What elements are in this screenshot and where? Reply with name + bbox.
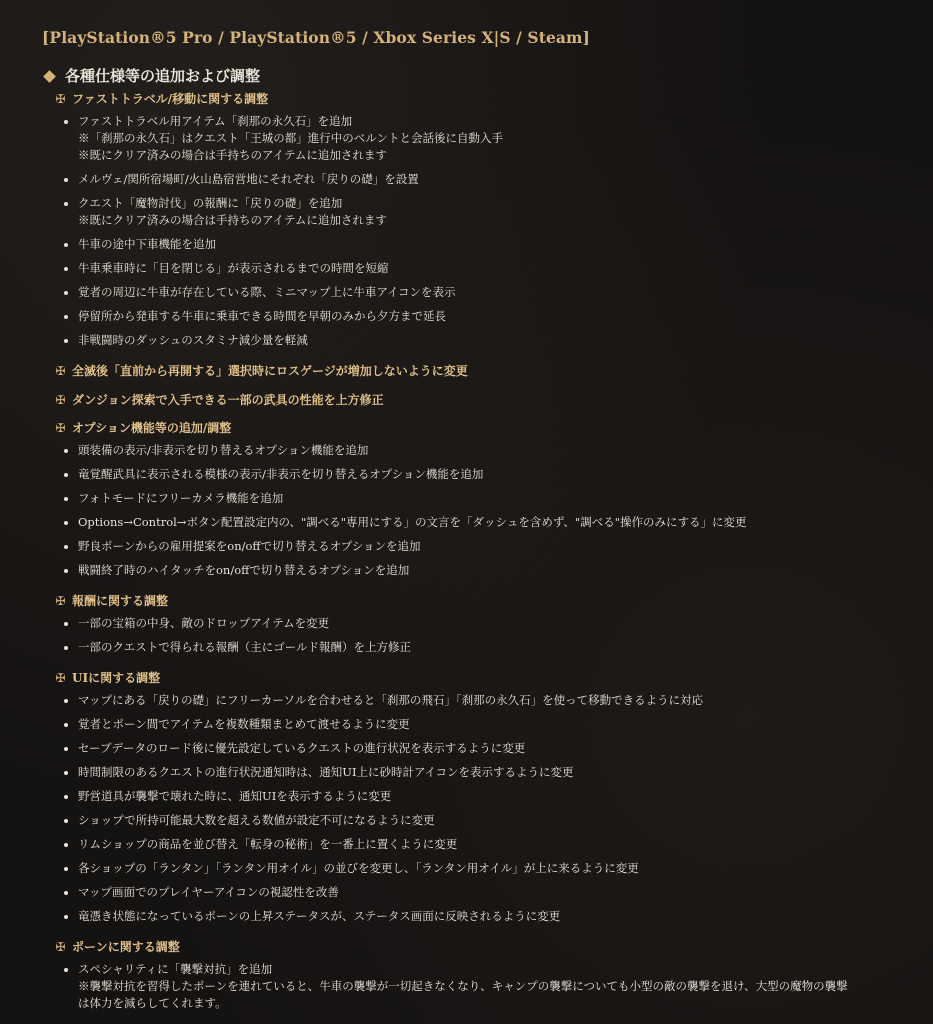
section-title: ファストトラベル/移動に関する調整	[72, 92, 269, 106]
bullet-icon	[64, 339, 68, 343]
bullet-icon	[64, 291, 68, 295]
item-text: 覚者とポーン間でアイテムを複数種類まとめて渡せるように変更	[78, 717, 410, 731]
item-text: スペシャリティに「襲撃対抗」を追加	[78, 962, 273, 976]
main-heading-text: 各種仕様等の追加および調整	[65, 67, 261, 85]
item-text: 戦闘終了時のハイタッチをon/offで切り替えるオプションを追加	[78, 563, 410, 577]
bullet-icon	[64, 497, 68, 501]
item-text: マップ画面でのプレイヤーアイコンの視認性を改善	[78, 885, 339, 899]
list-item	[42, 236, 912, 253]
section-title: 報酬に関する調整	[72, 594, 169, 608]
list-item	[42, 908, 912, 925]
item-text: Options→Control→ボタン配置設定内の、"調べる"専用にする」の文言を「ダッシュを含めず、"調べる"操作のみにする」に変更	[78, 515, 747, 529]
item-text: ショップで所持可能最大数を超える数値が設定不可になるように変更	[78, 813, 435, 827]
cross-icon: ✠	[55, 92, 66, 106]
item-note: ※「刹那の永久石」はクエスト「王城の都」進行中のベルントと会話後に自動入手	[78, 131, 503, 145]
bullet-icon	[64, 449, 68, 453]
platform-header: [PlayStation®5 Pro / PlayStation®5 / Xbox Series X|S / Steam]	[42, 28, 590, 47]
list-item	[42, 692, 912, 709]
cross-icon: ✠	[55, 940, 66, 954]
item-text: 竜憑き状態になっているポーンの上昇ステータスが、ステータス画面に反映されるように変更	[78, 909, 561, 923]
item-text: 停留所から発車する牛車に乗車できる時間を早朝のみから夕方まで延長	[78, 309, 446, 323]
item-note: ※既にクリア済みの場合は手持ちのアイテムに追加されます	[78, 148, 387, 162]
list-item	[42, 171, 912, 188]
section-heading	[54, 391, 912, 409]
item-list	[42, 692, 912, 925]
section-heading	[54, 362, 912, 380]
item-list	[42, 442, 912, 579]
cross-icon: ✠	[55, 364, 66, 378]
item-text: 牛車乗車時に「目を閉じる」が表示されるまでの時間を短縮	[78, 261, 389, 275]
bullet-icon	[64, 120, 68, 124]
section-heading	[54, 90, 912, 108]
list-item	[42, 466, 912, 483]
bullet-icon	[64, 699, 68, 703]
section-title: オプション機能等の追加/調整	[72, 421, 232, 435]
list-item	[42, 284, 912, 301]
item-text: 竜覚醒武具に表示される模様の表示/非表示を切り替えるオプション機能を追加	[78, 467, 484, 481]
list-item	[42, 538, 912, 555]
section	[42, 362, 912, 380]
bullet-icon	[64, 891, 68, 895]
list-item	[42, 490, 912, 507]
bullet-icon	[64, 771, 68, 775]
list-item	[42, 788, 912, 805]
section-heading	[54, 669, 912, 687]
item-text: 一部のクエストで得られる報酬（主にゴールド報酬）を上方修正	[78, 640, 412, 654]
section-title: UIに関する調整	[72, 671, 161, 685]
diamond-icon	[43, 70, 56, 83]
list-item	[42, 615, 912, 632]
item-list	[42, 961, 912, 1012]
item-text: 野営道具が襲撃で壊れた時に、通知UIを表示するように変更	[78, 789, 392, 803]
bullet-icon	[64, 622, 68, 626]
main-heading	[42, 66, 912, 86]
section	[42, 592, 912, 656]
bullet-icon	[64, 646, 68, 650]
section-heading	[54, 592, 912, 610]
section	[42, 391, 912, 409]
item-text: 各ショップの「ランタン」「ランタン用オイル」の並びを変更し、「ランタン用オイル」が上に来るように変更	[78, 861, 639, 875]
item-note: ※襲撃対抗を習得したポーンを連れていると、牛車の襲撃が一切起きなくなり、キャンプの襲撃についても小型の敵の襲撃を退け、大型の魔物の襲撃	[78, 979, 848, 993]
item-list	[42, 113, 912, 349]
bullet-icon	[64, 267, 68, 271]
section-heading	[54, 938, 912, 956]
list-item	[42, 113, 912, 164]
item-text: マップにある「戻りの礎」にフリーカーソルを合わせると「刹那の飛石」「刹那の永久石」を使って移動できるように対応	[78, 693, 704, 707]
list-item	[42, 884, 912, 901]
list-item	[42, 332, 912, 349]
item-text: ファストトラベル用アイテム「刹那の永久石」を追加	[78, 114, 353, 128]
bullet-icon	[64, 243, 68, 247]
bullet-icon	[64, 569, 68, 573]
item-note: は体力を減らしてくれます。	[78, 996, 227, 1010]
section	[42, 419, 912, 579]
list-item	[42, 812, 912, 829]
item-text: 頭装備の表示/非表示を切り替えるオプション機能を追加	[78, 443, 369, 457]
item-text: 野良ポーンからの雇用提案をon/offで切り替えるオプションを追加	[78, 539, 421, 553]
section-title: 全滅後「直前から再開する」選択時にロスゲージが増加しないように変更	[72, 364, 468, 378]
list-item	[42, 260, 912, 277]
section	[42, 90, 912, 349]
list-item	[42, 639, 912, 656]
section-heading	[54, 419, 912, 437]
bullet-icon	[64, 915, 68, 919]
bullet-icon	[64, 521, 68, 525]
section	[42, 938, 912, 1012]
bullet-icon	[64, 819, 68, 823]
item-text: メルヴェ/関所宿場町/火山島宿営地にそれぞれ「戻りの礎」を設置	[78, 172, 419, 186]
list-item	[42, 716, 912, 733]
item-list	[42, 615, 912, 656]
list-item	[42, 961, 912, 1012]
list-item	[42, 836, 912, 853]
bullet-icon	[64, 202, 68, 206]
bullet-icon	[64, 545, 68, 549]
section	[42, 669, 912, 925]
section-title: ダンジョン探索で入手できる一部の武具の性能を上方修正	[72, 393, 384, 407]
list-item	[42, 195, 912, 229]
list-item	[42, 308, 912, 325]
bullet-icon	[64, 473, 68, 477]
list-item	[42, 514, 912, 531]
sections-container	[42, 90, 912, 1012]
section-title: ポーンに関する調整	[72, 940, 180, 954]
bullet-icon	[64, 795, 68, 799]
item-text: クエスト「魔物討伐」の報酬に「戻りの礎」を追加	[78, 196, 343, 210]
cross-icon: ✠	[55, 421, 66, 435]
list-item	[42, 562, 912, 579]
item-text: 時間制限のあるクエストの進行状況通知時は、通知UI上に砂時計アイコンを表示するように変更	[78, 765, 574, 779]
item-text: 非戦闘時のダッシュのスタミナ減少量を軽減	[78, 333, 308, 347]
bullet-icon	[64, 867, 68, 871]
cross-icon: ✠	[55, 671, 66, 685]
bullet-icon	[64, 315, 68, 319]
bullet-icon	[64, 723, 68, 727]
item-text: 牛車の途中下車機能を追加	[78, 237, 216, 251]
list-item	[42, 764, 912, 781]
list-item	[42, 860, 912, 877]
bullet-icon	[64, 178, 68, 182]
list-item	[42, 740, 912, 757]
cross-icon: ✠	[55, 393, 66, 407]
item-text: フォトモードにフリーカメラ機能を追加	[78, 491, 284, 505]
bullet-icon	[64, 968, 68, 972]
item-text: セーブデータのロード後に優先設定しているクエストの進行状況を表示するように変更	[78, 741, 526, 755]
bullet-icon	[64, 843, 68, 847]
item-text: 覚者の周辺に牛車が存在している際、ミニマップ上に牛車アイコンを表示	[78, 285, 456, 299]
item-note: ※既にクリア済みの場合は手持ちのアイテムに追加されます	[78, 213, 387, 227]
item-text: 一部の宝箱の中身、敵のドロップアイテムを変更	[78, 616, 330, 630]
item-text: リムショップの商品を並び替え「転身の秘術」を一番上に置くように変更	[78, 837, 458, 851]
cross-icon: ✠	[55, 594, 66, 608]
list-item	[42, 442, 912, 459]
bullet-icon	[64, 747, 68, 751]
patch-notes	[42, 28, 912, 1012]
